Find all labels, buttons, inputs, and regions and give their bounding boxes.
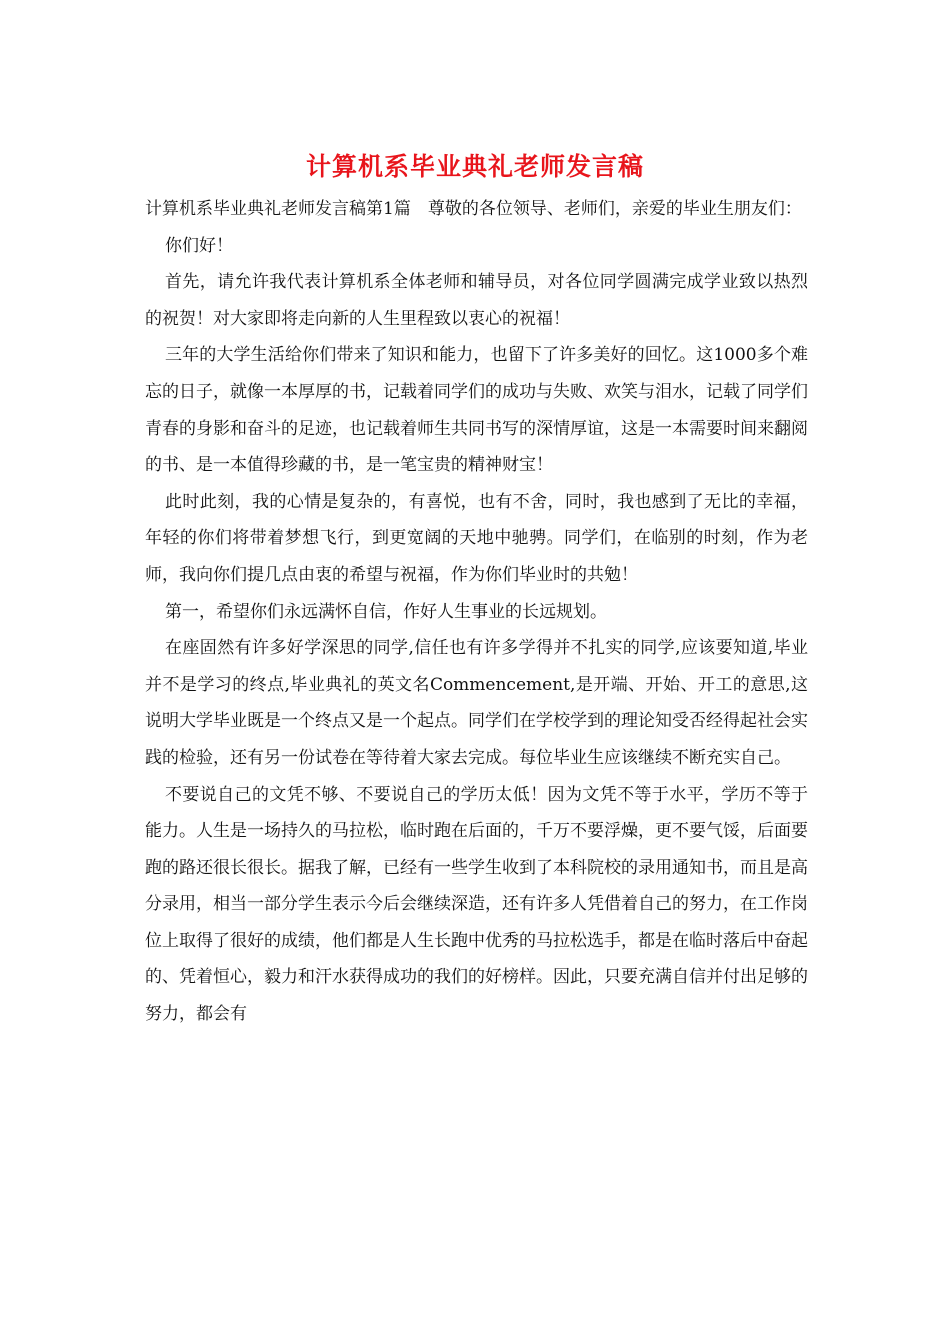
paragraph-marathon: 不要说自己的文凭不够、不要说自己的学历太低！因为文凭不等于水平，学历不等于能力。人生是一场持久的马拉松，临时跑在后面的，千万不要浮燥，更不要气馁，后面要跑的路还很长很长。据我了解，已经有一些学生收到了本科院校的录用通知书，而且是高分录用，相当一部分学生表示今后会继续深造，还有许多人凭借着自己的努力，在工作岗位上取得了很好的成绩，他们都是人生长跑中优秀的马拉松选手，都是在临时落后中奋起的、凭着恒心，毅力和汗水获得成功的我们的好榜样。因此，只要充满自信并付出足够的努力，都会有 <box>145 784 808 1025</box>
paragraph-opening: 计算机系毕业典礼老师发言稿第1篇 尊敬的各位领导、老师们，亲爱的毕业生朋友们： <box>145 199 802 219</box>
paragraph-first-point: 第一，希望你们永远满怀自信，作好人生事业的长远规划。 <box>165 601 607 622</box>
document-body <box>145 191 808 1033</box>
paragraph-feelings: 此时此刻，我的心情是复杂的，有喜悦，也有不舍，同时，我也感到了无比的幸福，年轻的你们将带着梦想飞行，到更宽阔的天地中驰骋。同学们，在临别的时刻，作为老师，我向你们提几点由衷的希望与祝福，作为你们毕业时的共勉！ <box>145 491 808 585</box>
paragraph-commencement: 在座固然有许多好学深思的同学,信任也有许多学得并不扎实的同学,应该要知道,毕业并不是学习的终点,毕业典礼的英文名Commencement,是开端、开始、开工的意思,这说明大学毕业既是一个终点又是一个起点。同学们在学校学到的理论知受否经得起社会实践的检验，还有另一份试卷在等待着大家去完成。每位毕业生应该继续不断充实自己。 <box>145 638 808 768</box>
paragraph-congratulations: 首先，请允许我代表计算机系全体老师和辅导员，对各位同学圆满完成学业致以热烈的祝贺！对大家即将走向新的人生里程致以衷心的祝福！ <box>145 272 808 329</box>
document-title: 计算机系毕业典礼老师发言稿 <box>305 152 644 181</box>
paragraph-greeting: 你们好！ <box>165 235 233 256</box>
paragraph-memories: 三年的大学生活给你们带来了知识和能力，也留下了许多美好的回忆。这1000多个难忘的日子，就像一本厚厚的书，记载着同学们的成功与失败、欢笑与泪水，记载了同学们青春的身影和奋斗的足迹，也记载着师生共同书写的深情厚谊，这是一本需要时间来翻阅的书、是一本值得珍藏的书，是一笔宝贵的精神财宝！ <box>145 345 808 476</box>
